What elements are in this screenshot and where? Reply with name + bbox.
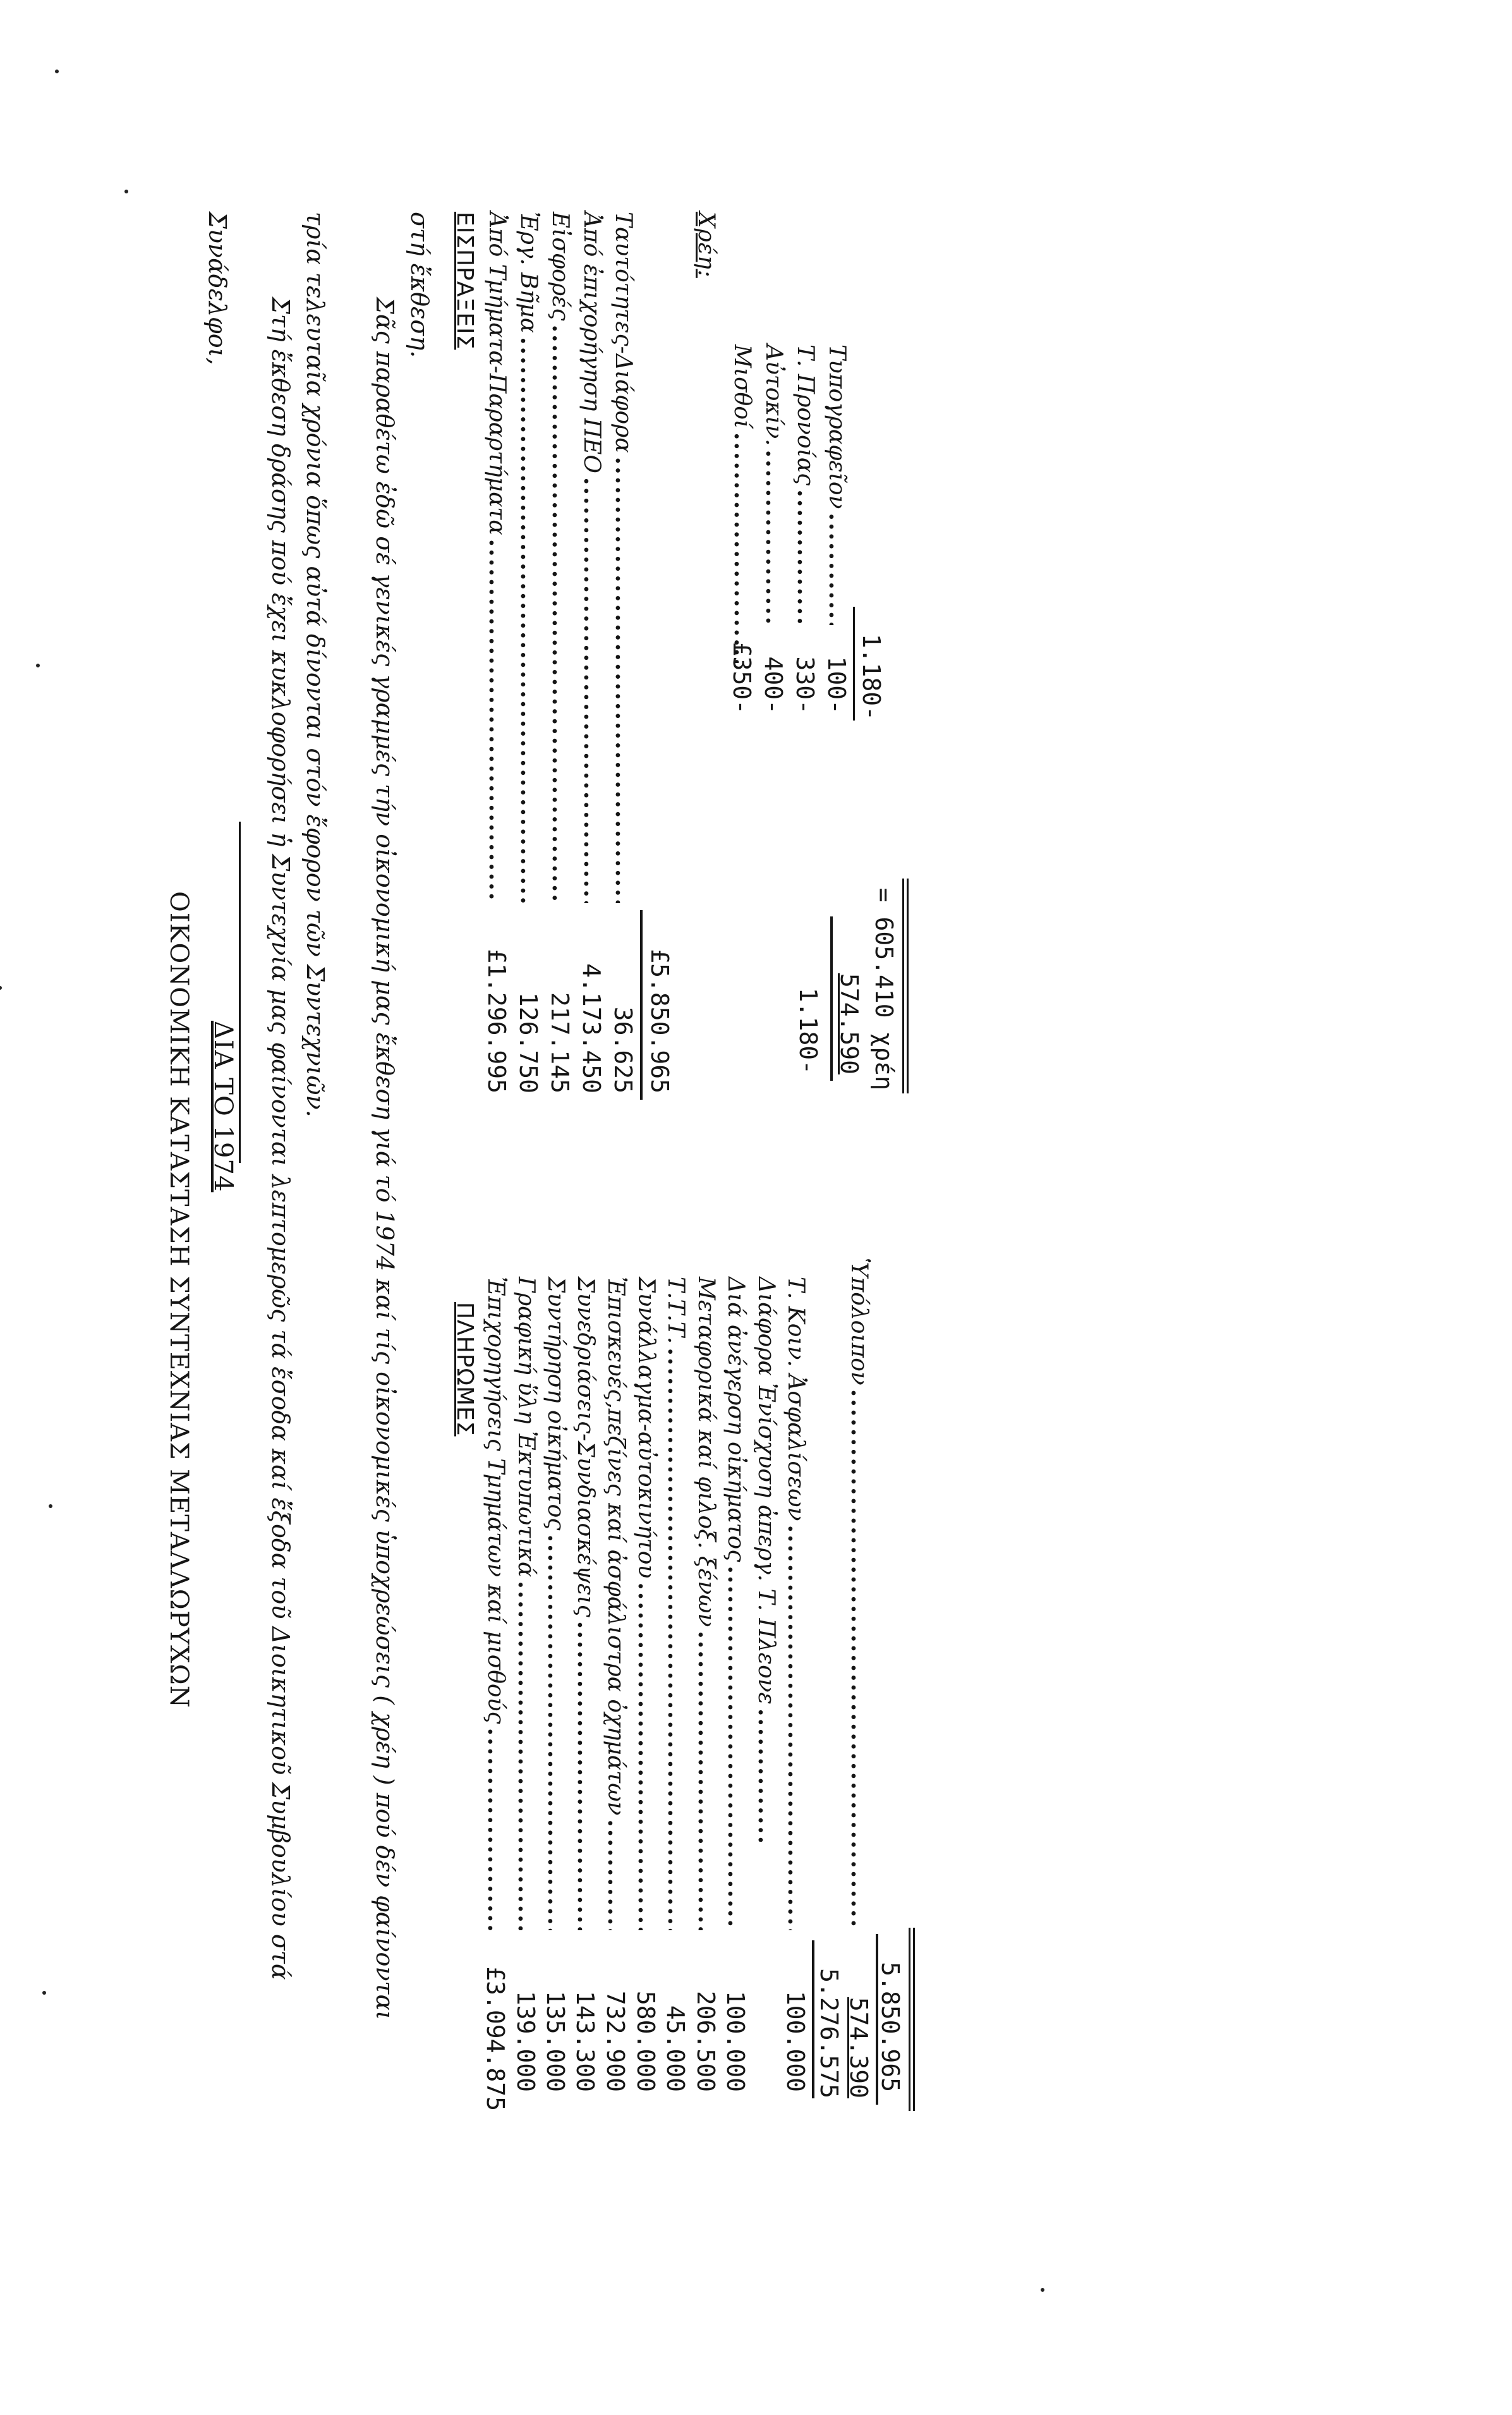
payment-amount: 143.300 [571, 1990, 599, 2092]
leader-dots [755, 1708, 778, 1842]
leader-dots [612, 457, 635, 903]
debts-carry: 1.180- [794, 987, 822, 1074]
leader-dots [574, 1621, 597, 1930]
receipt-amount: 126.750 [514, 992, 542, 1093]
leader-dots [826, 513, 849, 625]
payment-label: Διάφορα Ἐνίσχυση ἀπεργ. Τ. Πλεονε [753, 1277, 779, 1705]
scan-speck [42, 1991, 46, 1995]
payments-heading: ΠΛΗΡΩΜΕΣ [452, 1302, 478, 1437]
debt-amount: 400- [759, 656, 787, 714]
payment-label: Τ.Τ.Τ. [663, 1277, 689, 1344]
payment-row [484, 1277, 507, 1934]
payment-row [604, 1277, 627, 1934]
debt-label: Τ. Προνοίας [792, 344, 818, 486]
payment-amount: 206.500 [692, 1990, 720, 2092]
leader-dots [515, 1581, 538, 1930]
debt-amount: £350- [728, 642, 756, 714]
leader-dots [763, 450, 785, 625]
leader-dots [731, 432, 754, 663]
receipt-label: Ἀπό ἐπιχορήγηση ΠΕΟ [579, 212, 605, 473]
payment-row [544, 1277, 567, 1934]
receipt-row [612, 212, 635, 907]
payments-total-double-rule [909, 1928, 915, 2111]
receipt-amount: 217.145 [546, 992, 574, 1093]
payment-label: Ἐπισκευές,πεζίνες καί ἀσφάλιστρα ὀχημάτων [603, 1277, 629, 1816]
payment-amount: 139.000 [512, 1990, 540, 2092]
intro-line-4: στή ἔκθεση. [406, 212, 433, 358]
debt-row [794, 344, 817, 629]
payment-row [724, 1277, 747, 1934]
intro-line-2: τρία τελευταῖα χρόνια ὅπως αὐτά δίνονται στόν ἔφορον τῶν Συντεχνιῶν. [301, 212, 329, 1117]
debts-subtotal-rule [853, 607, 855, 721]
receipt-label: Εἰσφορές [547, 212, 573, 321]
debt-label: Αὐτοκίν. [761, 344, 787, 446]
debt-label: Μισθοί [729, 344, 755, 429]
payment-label: Συνάλλαγμα-αὐτοκινήτου [633, 1277, 659, 1579]
leader-dots [581, 477, 603, 903]
leader-dots [605, 1819, 627, 1930]
payment-row [514, 1277, 538, 1934]
payment-label: Γραφική ὕλη Ἐκτυπωτικά [513, 1277, 539, 1578]
payments-remainder: 574.390 [845, 1997, 873, 2098]
debts-balance: 574.590 [835, 973, 863, 1074]
scan-speck [55, 70, 59, 73]
debt-label: Τυπογραφεῖον [824, 344, 850, 509]
leader-dots [794, 489, 817, 625]
payment-row [664, 1277, 687, 1934]
payment-label: Συντήρηση οἰκήματος [543, 1277, 569, 1531]
payment-amount: 732.900 [602, 1990, 629, 2092]
payment-label: Μεταφορικά καί φιλοξ. ξένων [693, 1277, 719, 1627]
payment-label: Συνεδριάσεις-Συνδιασκέψεις [572, 1277, 598, 1617]
debt-row [730, 344, 754, 667]
receipt-row [485, 212, 509, 907]
receipt-label: Ἀπό Τμήματα-Παραρτήματα [484, 212, 510, 535]
payment-label: Ἐπιχορηγήσεις Τμημάτων καί μισθούς [483, 1277, 509, 1724]
receipt-label: Ταυτότητες-Διάφορα [610, 212, 636, 453]
payments-subtotal-rule [812, 1940, 814, 2098]
receipt-row [517, 212, 540, 907]
payment-amount: £3.094.875 [481, 1966, 509, 2111]
leader-dots [517, 337, 540, 903]
debts-carry-rule [830, 916, 833, 1081]
intro-line-1: Στή ἔκθεση δράσης πού ἔχει κυκλοφορήσει ἡ Συντεχνία μας φαίνονται λεπτομερῶς τά ἔσοδα καί ἔξοδα τοῦ Διοικητικοῦ Συμβουλίου στά [267, 297, 294, 1980]
leader-dots [848, 1389, 871, 1930]
leader-dots [485, 1728, 507, 1930]
debts-total: = 605.410 χρέη [870, 887, 898, 1090]
scan-speck [124, 190, 128, 193]
leader-dots [665, 1347, 687, 1930]
payment-amount: 100.000 [782, 1990, 809, 2092]
payment-row [754, 1277, 778, 1846]
debts-subtotal: 1.180- [857, 633, 885, 721]
scan-speck [1041, 2288, 1044, 2292]
payment-amount: 135.000 [541, 1990, 569, 2092]
intro-line-3: Σᾶς παραθέτω ἐδῶ σέ γενικές γραμμές τήν οἰκονομική μας ἔκθεση γιά τό 1974 καί τίς οἰκονομικές ὑποχρεώσεις ( χρέη ) πού δέν φαίνονται [371, 297, 399, 2021]
subtitle-underline [239, 822, 241, 1163]
leader-dots [785, 1525, 807, 1930]
debt-amount: 100- [823, 656, 850, 714]
leader-dots [725, 1566, 747, 1930]
leader-dots [549, 325, 572, 904]
payment-row [784, 1277, 807, 1934]
payment-amount: 580.000 [632, 1990, 660, 2092]
scan-speck [49, 1504, 52, 1508]
debt-amount: 330- [791, 656, 819, 714]
document-subtitle: ΔΙΑ ΤΟ 1974 [209, 1021, 238, 1193]
payment-row [847, 1258, 871, 1934]
payment-row [634, 1277, 658, 1934]
receipt-row [548, 212, 572, 907]
payment-label: Τ. Κοιν. Ἀσφαλίσεων [783, 1277, 809, 1521]
leader-dots [695, 1631, 718, 1930]
receipt-label: Ἐργ. Βῆμα [516, 212, 541, 334]
debt-row [825, 344, 849, 629]
receipt-amount: 4.173.450 [578, 963, 605, 1093]
leader-dots [545, 1534, 567, 1930]
receipts-total: £5.850.965 [646, 949, 674, 1093]
receipt-amount: £1.296.995 [483, 949, 511, 1093]
payment-row [574, 1277, 597, 1934]
debts-heading: Χρέη: [693, 212, 719, 278]
receipt-amount: 36.625 [609, 1006, 637, 1093]
leader-dots [486, 539, 509, 903]
payment-amount: 45.000 [662, 2005, 689, 2092]
payments-subtotal: 5.276.575 [815, 1968, 843, 2098]
receipts-total-rule [640, 910, 643, 1100]
payments-total: 5.850.965 [876, 1962, 904, 2092]
greeting: Συνάδελφοι, [203, 212, 231, 365]
leader-dots [635, 1582, 658, 1930]
document-title: ΟΙΚΟΝΟΜΙΚΗ ΚΑΤΑΣΤΑΣΗ ΣΥΝΤΕΧΝΙΑΣ ΜΕΤΑΛΛΩΡΥΧΩΝ [164, 891, 193, 1708]
payment-label: Διά ἀνέγερση οἰκήματος [723, 1277, 749, 1562]
debt-row [762, 344, 785, 629]
payment-amount: 100.000 [722, 1990, 749, 2092]
scan-speck [36, 664, 40, 667]
scan-speck [0, 986, 2, 990]
receipt-row [580, 212, 603, 907]
debts-total-double-rule [902, 879, 909, 1093]
remainder-label: Ὑπόλοιπον [846, 1258, 872, 1385]
receipts-heading: ΕΙΣΠΡΑΞΕΙΣ [452, 212, 478, 350]
payment-row [694, 1277, 718, 1934]
